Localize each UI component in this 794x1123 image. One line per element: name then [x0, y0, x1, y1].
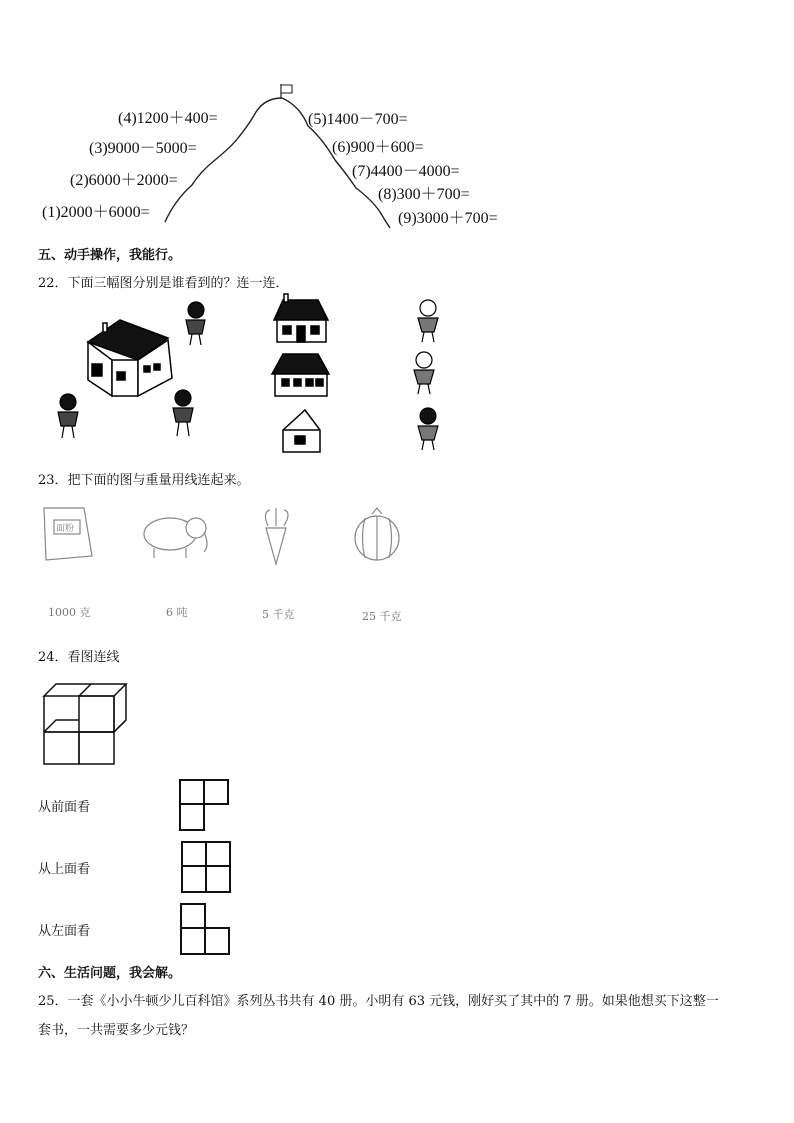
house-view-1-icon — [274, 294, 328, 342]
view-grid-1 — [178, 778, 238, 838]
watermelon-icon — [355, 508, 399, 560]
question-22-text: 22．下面三幅图分别是谁看到的？连一连． — [38, 276, 289, 291]
view-label-left: 从左面看 — [38, 924, 91, 939]
cube-stack-figure — [38, 672, 138, 772]
equation-5: (5)1400－700= — [308, 111, 408, 128]
child-left-icon — [58, 394, 78, 438]
weight-2: 6 吨 — [166, 606, 188, 619]
question-25-line-1: 25．一套《小小牛顿少儿百科馆》系列丛书共有 40 册。小明有 63 元钱，刚好买了其中的 7 册。如果他想买下这整一 — [38, 994, 719, 1009]
equation-9: (9)3000＋700= — [398, 210, 498, 227]
question-23-text: 23．把下面的图与重量用线连起来。 — [38, 473, 250, 488]
flag-icon — [281, 85, 292, 93]
carrot-icon — [265, 508, 288, 564]
flour-bag-icon — [44, 508, 92, 560]
view-grid-3 — [178, 902, 238, 962]
weight-3: 5 千克 — [262, 608, 295, 621]
view-grid-2 — [180, 840, 240, 900]
equation-3: (3)9000－5000= — [89, 140, 197, 157]
house-view-3-icon — [283, 410, 320, 452]
child-top-icon — [186, 302, 205, 345]
view-label-front: 从前面看 — [38, 800, 91, 815]
section-6-title: 六、生活问题，我会解。 — [38, 966, 182, 981]
weight-1: 1000 克 — [48, 606, 91, 619]
equation-4: (4)1200＋400= — [118, 110, 218, 127]
view-label-top: 从上面看 — [38, 862, 91, 877]
equation-6: (6)900＋600= — [332, 139, 424, 156]
child-3-icon — [418, 408, 438, 450]
child-bottom-icon — [173, 390, 193, 436]
elephant-icon — [144, 518, 207, 558]
weight-4: 25 千克 — [362, 610, 402, 623]
equation-1: (1)2000＋6000= — [42, 204, 150, 221]
equation-8: (8)300＋700= — [378, 186, 470, 203]
question-22-figures — [0, 290, 794, 490]
house-view-2-icon — [272, 354, 329, 396]
equation-2: (2)6000＋2000= — [70, 172, 178, 189]
section-5-title: 五、动手操作，我能行。 — [38, 248, 182, 263]
equation-7: (7)4400－4000= — [352, 163, 460, 180]
child-1-icon — [418, 300, 438, 342]
question-23-figures — [0, 500, 794, 580]
question-25-line-2: 套书，一共需要多少元钱？ — [38, 1023, 195, 1038]
question-24-text: 24．看图连线 — [38, 650, 120, 665]
flour-bag-label: 面粉 — [56, 524, 75, 534]
house-3d-icon — [88, 320, 172, 396]
child-2-icon — [414, 352, 434, 394]
